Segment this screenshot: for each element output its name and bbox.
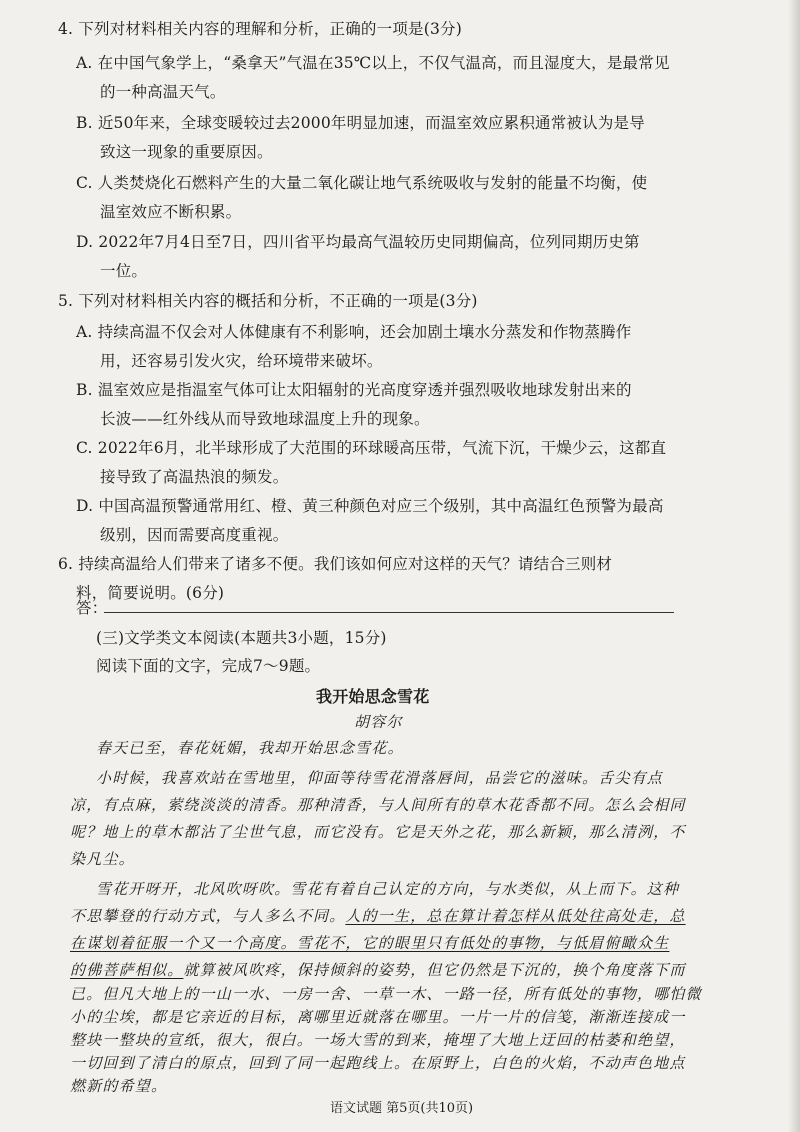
answer-label: 答：: [76, 599, 108, 617]
article-p3-line4-plain: 就算被风吹疼，保持倾斜的姿势，但它仍然是下沉的，换个角度落下而: [183, 961, 686, 979]
underlined-sentence-1: 人的一生，总在算计着怎样从低处往高处走，总: [345, 907, 686, 925]
article-p2-line2: 凉，有点麻，萦绕淡淡的清香。那种清香，与人间所有的草木花香都不同。怎么会相同: [70, 796, 686, 814]
q4-option-d-line1: D. 2022年7月4日至7日，四川省平均最高气温较历史同期偏高，位列同期历史第: [76, 233, 640, 251]
question-6-stem-line2: 料，简要说明。(6分): [76, 584, 225, 602]
section-instruction: 阅读下面的文字，完成7～9题。: [96, 657, 321, 675]
article-p3-line6: 小的尘埃，都是它亲近的目标，离哪里近就落在哪里。一片一片的信笺，渐渐连接成一: [70, 1008, 686, 1026]
question-6-stem-line1: 6. 持续高温给人们带来了诸多不便。我们该如何应对这样的天气？请结合三则材: [58, 555, 613, 573]
question-4-stem: 4. 下列对材料相关内容的理解和分析，正确的一项是(3分): [58, 20, 462, 38]
q4-option-b-line1: B. 近50年来，全球变暖较过去2000年明显加速，而温室效应累积通常被认为是导: [76, 114, 645, 132]
q4-option-b-line2: 致这一现象的重要原因。: [100, 143, 273, 161]
article-p3-line8: 一切回到了清白的原点，回到了同一起跑线上。在原野上，白色的火焰，不动声色地点: [70, 1054, 686, 1072]
article-p2-line3: 呢？地上的草木都沾了尘世气息，而它没有。它是天外之花，那么新颖，那么清洌，不: [70, 823, 686, 841]
article-p3-line5: 已。但凡大地上的一山一水、一房一舍、一草一木、一路一径，所有低处的事物，哪怕微: [70, 985, 702, 1003]
q4-option-d-line2: 一位。: [100, 262, 148, 280]
article-p3-line2: [70, 906, 686, 926]
q5-option-d-line1: D. 中国高温预警通常用红、橙、黄三种颜色对应三个级别，其中高温红色预警为最高: [76, 497, 664, 515]
q5-option-a-line1: A. 持续高温不仅会对人体健康有不利影响，还会加剧土壤水分蒸发和作物蒸腾作: [76, 323, 632, 341]
article-paragraph-1: 春天已至，春花妩媚，我却开始思念雪花。: [96, 739, 404, 757]
q4-option-a-line2: 的一种高温天气。: [100, 83, 226, 101]
q4-option-c-line2: 温室效应不断积累。: [100, 203, 242, 221]
article-p3-line7: 整块一整块的宣纸，很大，很白。一场大雪的到来，掩埋了大地上迂回的枯萎和绝望，: [70, 1031, 686, 1049]
underlined-sentence-3: 的佛菩萨相似。: [70, 961, 184, 979]
q4-option-c-line1: C. 人类焚烧化石燃料产生的大量二氧化碳让地气系统吸收与发射的能量不均衡，使: [76, 174, 648, 192]
q5-option-c-line2: 接导致了高温热浪的频发。: [100, 468, 289, 486]
article-title: 我开始思念雪花: [316, 687, 430, 706]
q5-option-b-line1: B. 温室效应是指温室气体可让太阳辐射的光高度穿透并强烈吸收地球发射出来的: [76, 381, 632, 399]
q5-option-c-line1: C. 2022年6月，北半球形成了大范围的环球暖高压带，气流下沉，干燥少云，这都直: [76, 439, 667, 457]
article-p3-line2-plain: 不思攀登的行动方式，与人多么不同。: [70, 907, 346, 925]
article-author: 胡容尔: [354, 713, 403, 731]
article-p3-line4: [70, 960, 686, 980]
q5-option-a-line2: 用，还容易引发火灾，给环境带来破坏。: [100, 352, 383, 370]
underlined-sentence-2: 在谋划着征服一个又一个高度。雪花不，它的眼里只有低处的事物，与低眉俯瞰众生: [70, 934, 670, 952]
q5-option-b-line2: 长波——红外线从而导致地球温度上升的现象。: [100, 410, 430, 428]
question-5-stem: 5. 下列对材料相关内容的概括和分析，不正确的一项是(3分): [58, 292, 478, 310]
article-p2-line1: 小时候，我喜欢站在雪地里，仰面等待雪花滑落唇间，品尝它的滋味。舌尖有点: [96, 769, 664, 787]
article-p3-line9: 燃新的希望。: [70, 1077, 168, 1095]
section-heading: (三)文学类文本阅读(本题共3小题，15分): [96, 629, 387, 647]
article-p3-line1: 雪花开呀开，北风吹呀吹。雪花有着自己认定的方向，与水类似，从上而下。这种: [96, 880, 680, 898]
answer-line[interactable]: [104, 612, 674, 613]
page-footer: 语文试题 第5页(共10页): [330, 1101, 474, 1116]
article-p2-line4: 染凡尘。: [70, 850, 135, 868]
page-edge-shadow: [788, 0, 800, 1132]
q4-option-a-line1: A. 在中国气象学上，“桑拿天”气温在35℃以上，不仅气温高，而且湿度大，是最常见: [76, 54, 670, 72]
q5-option-d-line2: 级别，因而需要高度重视。: [100, 526, 289, 544]
